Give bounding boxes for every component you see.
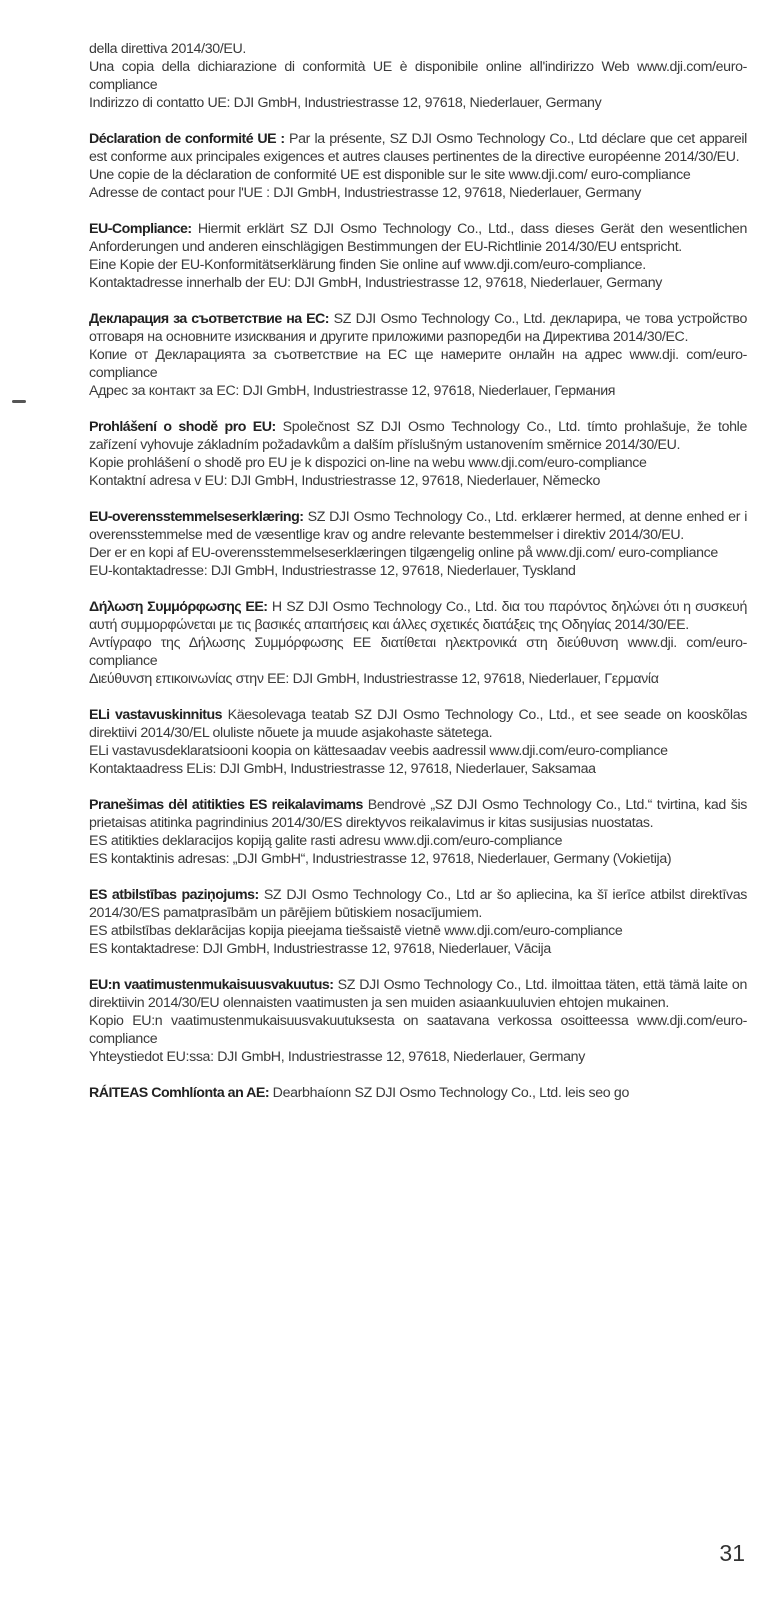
section-statement (89, 796, 747, 832)
paragraph-text: Bendrovė „SZ DJI Osmo Technology Co., Ltd.“ tvirtina, kad šis prietaisas atitinka pagrindinius 2014/30/ES direktyvos reikalavimus ir kitas susijusias nuostatas. (89, 797, 747, 831)
section-statement (89, 976, 747, 1012)
section-paragraph (89, 742, 747, 760)
paragraph-text: SZ DJI Osmo Technology Co., Ltd. декларира, че това устройство отговаря на основните изисквания и другите приложими разпоредби на Директива 2014/30/ЕС. (89, 311, 747, 345)
paragraph-text: Копие от Декларацията за съответствие на ЕС ще намерите онлайн на адрес www.dji. com/euro-compliance (89, 347, 747, 381)
section-paragraph (89, 256, 747, 274)
paragraph-text: ES kontaktinis adresas: „DJI GmbH“, Industriestrasse 12, 97618, Niederlauer, Germany (Vokietija) (89, 851, 672, 867)
section-heading: EU-Compliance: (89, 221, 192, 237)
paragraph-text: Käesolevaga teatab SZ DJI Osmo Technology Co., Ltd., et see seade on kooskõlas direktiivi 2014/30/EL oluliste nõuete ja muude asjakohaste sätetega. (89, 707, 747, 741)
section-paragraph (89, 94, 747, 112)
compliance-section (89, 886, 747, 958)
section-statement (89, 418, 747, 454)
scan-artifact (12, 400, 26, 403)
paragraph-text: Kontaktní adresa v EU: DJI GmbH, Industriestrasse 12, 97618, Niederlauer, Německo (89, 473, 601, 489)
paragraph-text: SZ DJI Osmo Technology Co., Ltd. erklærer hermed, at denne enhed er i overensstemmelse med de væsentlige krav og andre relevante bestemmelser i direktiv 2014/30/EU. (89, 509, 747, 543)
section-statement (89, 598, 747, 634)
section-paragraph (89, 562, 747, 580)
section-paragraph (89, 940, 747, 958)
section-paragraph (89, 760, 747, 778)
section-statement (89, 40, 747, 58)
paragraph-text: SZ DJI Osmo Technology Co., Ltd ar šo apliecina, ka šī ierīce atbilst direktīvas 2014/30/ES pamatprasībām un pārējiem būtiskiem nosacījumiem. (89, 887, 747, 921)
section-statement (89, 1084, 747, 1102)
paragraph-text: H SZ DJI Osmo Technology Co., Ltd. δια του παρόντος δηλώνει ότι η συσκευή αυτή συμμορφώνεται με τις βασικές απαιτήσεις και άλλες σχετικές διατάξεις της Οδηγίας 2014/30/ΕΕ. (89, 599, 747, 633)
paragraph-text: Διεύθυνση επικοινωνίας στην ΕΕ: DJI GmbH, Industriestrasse 12, 97618, Niederlauer, Γερμανία (89, 671, 659, 687)
paragraph-text: Kopio EU:n vaatimustenmukaisuusvakuutuksesta on saatavana verkossa osoitteessa www.dji.com/euro-compliance (89, 1013, 747, 1047)
section-paragraph (89, 1048, 747, 1066)
document-body (89, 40, 747, 1120)
section-statement (89, 130, 747, 166)
section-paragraph (89, 832, 747, 850)
paragraph-text: Kopie prohlášení o shodě pro EU je k dispozici on-line na webu www.dji.com/euro-compliance (89, 455, 647, 471)
page-number: 31 (719, 1540, 745, 1566)
paragraph-text: Kontaktaadress ELis: DJI GmbH, Industriestrasse 12, 97618, Niederlauer, Saksamaa (89, 761, 596, 777)
section-paragraph (89, 58, 747, 94)
paragraph-text: Yhteystiedot EU:ssa: DJI GmbH, Industriestrasse 12, 97618, Niederlauer, Germany (89, 1049, 585, 1065)
paragraph-text: Une copie de la déclaration de conformité UE est disponible sur le site www.dji.com/ euro-compliance (89, 167, 691, 183)
section-heading: Prohlášení o shodě pro EU: (89, 419, 276, 435)
section-statement (89, 508, 747, 544)
paragraph-text: Der er en kopi af EU-overensstemmelseserklæringen tilgængelig online på www.dji.com/ euro-compliance (89, 545, 718, 561)
paragraph-text: Eine Kopie der EU-Konformitätserklärung finden Sie online auf www.dji.com/euro-compliance. (89, 257, 646, 273)
section-paragraph (89, 634, 747, 670)
section-heading: ELi vastavuskinnitus (89, 707, 223, 723)
section-heading: Декларация за съответствие на ЕС: (89, 311, 330, 327)
paragraph-text: Indirizzo di contatto UE: DJI GmbH, Industriestrasse 12, 97618, Niederlauer, Germany (89, 95, 602, 111)
paragraph-text: Společnost SZ DJI Osmo Technology Co., Ltd. tímto prohlašuje, že tohle zařízení vyhovuje základním požadavkům a dalším příslušným ustanovením směrnice 2014/30/EU. (89, 419, 747, 453)
section-paragraph (89, 670, 747, 688)
paragraph-text: ES kontaktadrese: DJI GmbH, Industriestrasse 12, 97618, Niederlauer, Vācija (89, 941, 551, 957)
section-paragraph (89, 544, 747, 562)
section-heading: RÁITEAS Comhlíonta an AE: (89, 1085, 270, 1101)
paragraph-text: Par la présente, SZ DJI Osmo Technology Co., Ltd déclare que cet appareil est conforme aux principales exigences et autres clauses pertinentes de la directive européenne 2014/30/EU. (89, 131, 747, 165)
compliance-section (89, 706, 747, 778)
section-heading: ES atbilstības paziņojums: (89, 887, 259, 903)
section-statement (89, 310, 747, 346)
section-statement (89, 220, 747, 256)
compliance-section (89, 40, 747, 112)
paragraph-text: EU-kontaktadresse: DJI GmbH, Industriestrasse 12, 97618, Niederlauer, Tyskland (89, 563, 576, 579)
section-paragraph (89, 166, 747, 184)
section-heading: Δήλωση Συμμόρφωσης ΕΕ: (89, 599, 268, 615)
section-heading: Déclaration de conformité UE : (89, 131, 285, 147)
section-paragraph (89, 454, 747, 472)
paragraph-text: Adresse de contact pour l'UE : DJI GmbH, Industriestrasse 12, 97618, Niederlauer, Germany (89, 185, 641, 201)
section-paragraph (89, 850, 747, 868)
section-paragraph (89, 472, 747, 490)
compliance-section (89, 508, 747, 580)
paragraph-text: ES atitikties deklaracijos kopiją galite rasti adresu www.dji.com/euro-compliance (89, 833, 563, 849)
paragraph-text: Dearbhaíonn SZ DJI Osmo Technology Co., Ltd. leis seo go (269, 1085, 629, 1101)
paragraph-text: SZ DJI Osmo Technology Co., Ltd. ilmoittaa täten, että tämä laite on direktiivin 2014/30/EU olennaisten vaatimusten ja sen muiden asiaankuuluvien ehtojen mukainen. (89, 977, 747, 1011)
paragraph-text: ELi vastavusdeklaratsiooni koopia on kättesaadav veebis aadressil www.dji.com/euro-compliance (89, 743, 668, 759)
compliance-section (89, 130, 747, 202)
paragraph-text: Αντίγραφο της Δήλωσης Συμμόρφωσης ΕΕ διατίθεται ηλεκτρονικά στη διεύθυνση www.dji. com/euro-compliance (89, 635, 747, 669)
paragraph-text: ES atbilstības deklarācijas kopija pieejama tiešsaistē vietnē www.dji.com/euro-compliance (89, 923, 623, 939)
compliance-section (89, 220, 747, 292)
paragraph-text: della direttiva 2014/30/EU. (89, 41, 246, 57)
compliance-section (89, 310, 747, 400)
compliance-section (89, 976, 747, 1066)
section-statement (89, 886, 747, 922)
compliance-section (89, 1084, 747, 1102)
section-paragraph (89, 1012, 747, 1048)
section-heading: EU-overensstemmelseserklæring: (89, 509, 304, 525)
paragraph-text: Hiermit erklärt SZ DJI Osmo Technology Co., Ltd., dass dieses Gerät den wesentlichen Anforderungen und anderen einschlägigen Bestimmungen der EU-Richtlinie 2014/30/EU entspricht. (89, 221, 747, 255)
compliance-section (89, 598, 747, 688)
section-statement (89, 706, 747, 742)
section-heading: EU:n vaatimustenmukaisuusvakuutus: (89, 977, 334, 993)
paragraph-text: Una copia della dichiarazione di conformità UE è disponibile online all'indirizzo Web www.dji.com/euro-compliance (89, 59, 747, 93)
compliance-section (89, 796, 747, 868)
compliance-section (89, 418, 747, 490)
section-paragraph (89, 274, 747, 292)
section-paragraph (89, 346, 747, 382)
section-paragraph (89, 922, 747, 940)
paragraph-text: Kontaktadresse innerhalb der EU: DJI GmbH, Industriestrasse 12, 97618, Niederlauer, Germany (89, 275, 662, 291)
paragraph-text: Адрес за контакт за ЕС: DJI GmbH, Industriestrasse 12, 97618, Niederlauer, Германия (89, 383, 616, 399)
section-paragraph (89, 382, 747, 400)
section-paragraph (89, 184, 747, 202)
section-heading: Pranešimas dėl atitikties ES reikalavimams (89, 797, 363, 813)
